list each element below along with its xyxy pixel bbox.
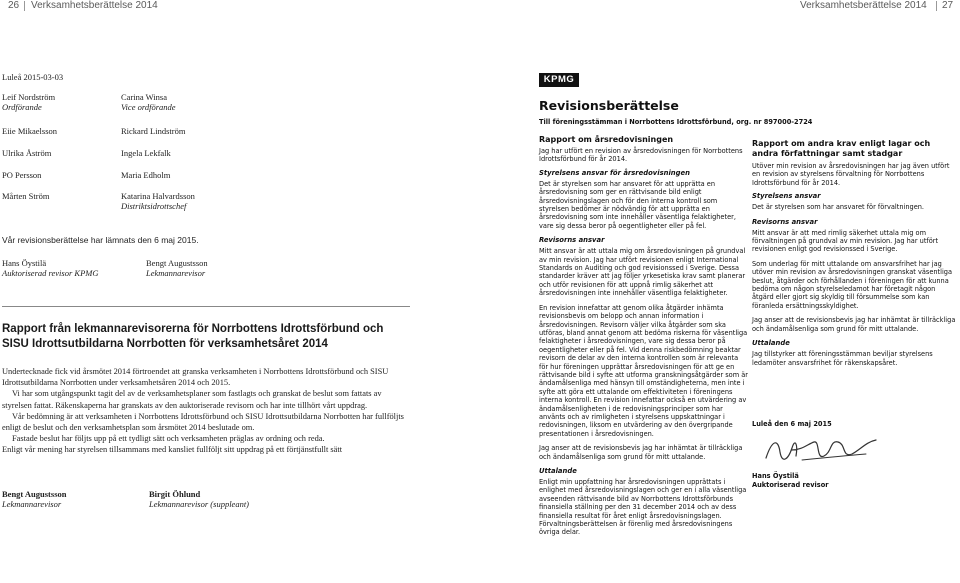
audit-paragraph: En revision innefattar att genom olika åtgärder inhämta revisionsbevis om belopp och annan information i årsredovisningen. Revisorn väljer vilka åtgärder som ska utföras, bland annat genom att bedöma riskerna för väsentliga felaktigheter i årsredovisningen, vare sig dessa beror på oegentligheter eller på fel. Vid denna riskbedömning beaktar revisorn de delar av den interna kontrollen som är relevanta för hur föreningen upprättar årsredovisningen för att ge en rättvisande bild i syfte att utforma granskningsåtgärder som är ändamålsenliga med hänsyn till omständigheterna, men inte i syfte att göra ett uttalande om effektiviteten i föreningens interna kontroll. En revision innefattar också en utvärdering av ändamålsenligheten i de redovisningsprinciper som har använts och av rimligheten i styrelsens uppskattningar i redovisningen, liksom en utvärdering av den övergripande presentationen i årsredovisningen. [539,303,748,438]
audit-column-2 [752,139,956,367]
report-paragraph: Fastade beslut har följts upp på ett tydligt sätt och verksamheten präglas av ordning och reda. [12,434,325,444]
signatory-role: Distriktsidrottschef [121,201,187,211]
auditor-name: Hans Öystilä [2,258,47,268]
section-heading: Rapport om andra krav enligt lagar och andra författningar samt stadgar [752,139,931,158]
sub-heading: Uttalande [539,467,577,475]
signatory-name: Leif Nordström [2,92,56,102]
footer-signer-role: Lekmannarevisor (suppleant) [149,499,250,509]
auditor-role: Auktoriserad revisor KPMG [2,268,99,278]
signatory-name: PO Persson [2,170,42,180]
audit-paragraph: Mitt ansvar är att uttala mig om årsredovisningen på grundval av min revision. Jag har utfört revisionen enligt International Standards on Auditing och god revisionssed i Sverige. Dessa standarder kräver att jag följer yrkesetiska krav samt planerar och utför revisionen för att uppnå rimlig säkerhet att årsredovisningen inte innehåller väsentliga felaktigheter. [539,247,746,298]
right-header-title: Verksamhetsberättelse 2014 [800,0,927,11]
kpmg-logo [539,73,579,87]
place-date: Luleå 2015-03-03 [2,72,64,82]
section-divider [2,306,410,307]
signatory-name: Carina Winsa [121,92,168,102]
audit-column-1 [539,135,749,537]
sub-heading: Uttalande [752,339,790,348]
sub-heading: Styrelsens ansvar för årsredovisningen [539,168,690,177]
signatory-name: Rickard Lindström [121,126,186,136]
audit-date: Luleå den 6 maj 2015 [752,420,832,428]
footer-signer-name: Bengt Augustsson [2,489,67,499]
signatory-role: Ordförande [2,102,42,112]
report-paragraph: Vi har som utgångspunkt tagit del av de verksamhetsplaner som fastlagts och granskat de beslut som fattats av styrelsen fattat. Räkenskaperna har granskats av den auktoriserade revisorn och har inte tillhört vårt uppdrag. [2,389,382,410]
sub-heading: Revisorns ansvar [752,217,818,226]
header-divider [24,1,25,11]
report-paragraph: Undertecknade fick vid årsmötet 2014 förtroendet att granska verksamheten i Norrbottens Idrottsförbund och SISU Idrottsutbildarna Norrbotten under verksamhetsåren 2014 och 2015. [2,367,389,388]
audit-paragraph: Jag tillstyrker att föreningsstämman beviljar styrelsens ledamöter ansvarsfrihet för räkenskapsåret. [752,350,933,367]
audit-paragraph: Enligt min uppfattning har årsredovisningen upprättats i enlighet med årsredovisningslagen och ger en i alla väsentliga avseenden rättvisande bild av Norrbottens Idrottsförbunds finansiella ställning per den 31 december 2014 och av dess finansiella resultat för året enligt årsredovisningslagen. Förvaltningsberättelsen är förenlig med årsredovisningens övriga delar. [539,478,747,537]
audit-paragraph: Det är styrelsen som har ansvaret för förvaltningen. [752,203,925,212]
signatory-name: Maria Edholm [121,170,171,180]
left-page-number: 26 [8,0,20,11]
audit-signer-role: Auktoriserad revisor [752,481,829,489]
audit-paragraph: Utöver min revision av årsredovisningen har jag även utfört en revision av styrelsens förvaltning för Norrbottens Idrottsförbund för år 2014. [752,162,950,187]
submitted-note: Vår revisionsberättelse har lämnats den 6 maj 2015. [2,235,199,245]
audit-signer-name: Hans Öystilä [752,472,799,480]
audit-paragraph: Som underlag för mitt uttalande om ansvarsfrihet har jag utöver min revision av årsredovisningen granskat väsentliga beslut, åtgärder och förhållanden i föreningen för att kunna bedöma om någon styrelseledamot har företagit någon åtgärd eller gjort sig skyldig till försummelse som kan föranleda ersättningsskyldighet. [752,259,953,310]
audit-paragraph: Mitt ansvar är att med rimlig säkerhet uttala mig om förvaltningen på grundval av min revision. Jag har utfört revisionen enligt god revisionssed i Sverige. [752,228,939,254]
section-heading: Rapport om årsredovisningen [539,135,674,144]
right-page-number: 27 [942,0,954,11]
signatory-name: Ingela Lekfalk [121,148,171,158]
audit-paragraph: Jag har utfört en revision av årsredovisningen för Norrbottens Idrottsförbund för år 2014. [539,147,743,164]
audit-report-title: Revisionsberättelse [539,98,679,113]
audit-paragraph: Det är styrelsen som har ansvaret för att upprätta en årsredovisning som ger en rättvisande bild enligt årsredovisningslagen och för den interna kontroll som styrelsen bedömer är nödvändig för att upprätta en årsredovisning som inte innehåller väsentliga felaktigheter, vare sig dessa beror på oegentligheter eller på fel. [539,179,736,230]
sub-heading: Styrelsens ansvar [752,192,821,201]
audit-paragraph: Jag anser att de revisionsbevis jag har inhämtat är tillräckliga och ändamålsenliga som grund för mitt uttalande. [752,316,956,333]
signatory-role: Vice ordförande [121,102,176,112]
audit-paragraph: Jag anser att de revisionsbevis jag har inhämtat är tillräckliga och ändamålsenliga som grund för mitt uttalande. [539,444,743,461]
report-body [2,366,412,456]
signatory-name: Mårten Ström [2,191,50,201]
signatory-name: Ulrika Åström [2,148,52,158]
auditor-name: Bengt Augustsson [146,258,208,268]
footer-signer-role: Lekmannarevisor [2,499,62,509]
auditor-role: Lekmannarevisor [146,268,206,278]
signatory-name: Eiie Mikaelsson [2,126,58,136]
kpmg-logo-text: KPMG [543,74,575,85]
footer-signer-name: Birgit Öhlund [149,489,201,499]
left-header-title: Verksamhetsberättelse 2014 [31,0,158,11]
handwritten-signature [762,430,882,470]
audit-addressee: Till föreningsstämman i Norrbottens Idrottsförbund, org. nr 897000-2724 [539,118,813,126]
header-divider [936,1,937,11]
sub-heading: Revisorns ansvar [539,236,605,245]
report-paragraph: Vår bedömning är att verksamheten i Norrbottens Idrottsförbund och SISU Idrottsutbildarna Norrbotten har fullföljts enligt de beslut och den verksamhetsplan som årsmötet 2014 beslutade om. [2,411,404,433]
report-title: Rapport från lekmannarevisorerna för Norrbottens Idrottsförbund och SISU Idrottsutbildarna Norrbotten för verksamhetsåret 2014 [2,323,384,350]
signatory-name: Katarina Halvardsson [121,191,195,201]
report-paragraph: Enligt vår mening har styrelsen tillsammans med kansliet fullföljt sitt uppdrag på ett förtjänstfullt sätt [2,445,343,455]
